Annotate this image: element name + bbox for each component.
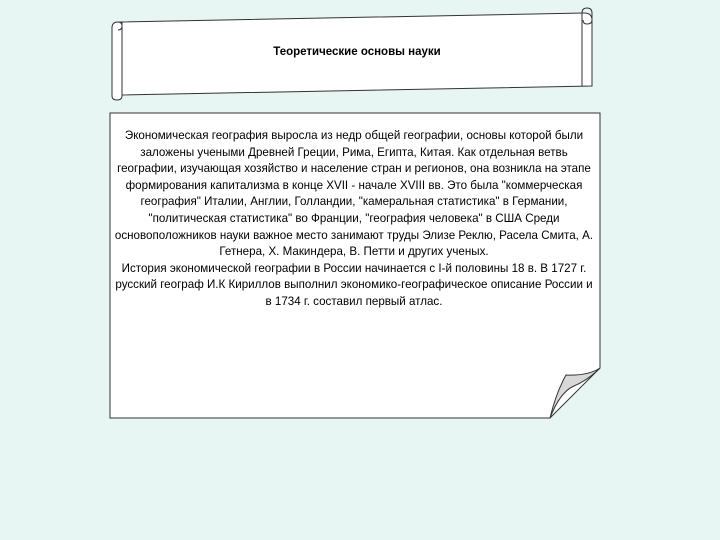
banner-title: Теоретические основы науки <box>273 46 441 58</box>
note-paragraph: История экономической географии в России начинается с I-й половины 18 в. В 1727 г. русский географ И.К Кириллов выполнил экономико-географическое описание России и в 1734 г. составил первый атлас. <box>115 261 593 308</box>
note-paragraph: Экономическая география выросла из недр общей географии, основы которой были заложены учеными Древней Греции, Рима, Египта, Китая. Как отдельная ветвь географии, изучающая хозяйство и население стран и регионов, она возникла на этапе формирования капитализма в конце XVII - начале XVIII вв. Это была "коммерческая география" Италии, Англии, Голландии, "камеральная статистика" в Германии, "политическая статистика" во Франции, "география человека" в США Среди основоположников науки важное место занимают труды Элизе Реклю, Расела Смита, А. Гетнера, Х. Макиндера, В. Петти и других ученых. <box>114 129 594 259</box>
note-text <box>114 128 594 311</box>
scroll-left-curl <box>112 22 122 100</box>
